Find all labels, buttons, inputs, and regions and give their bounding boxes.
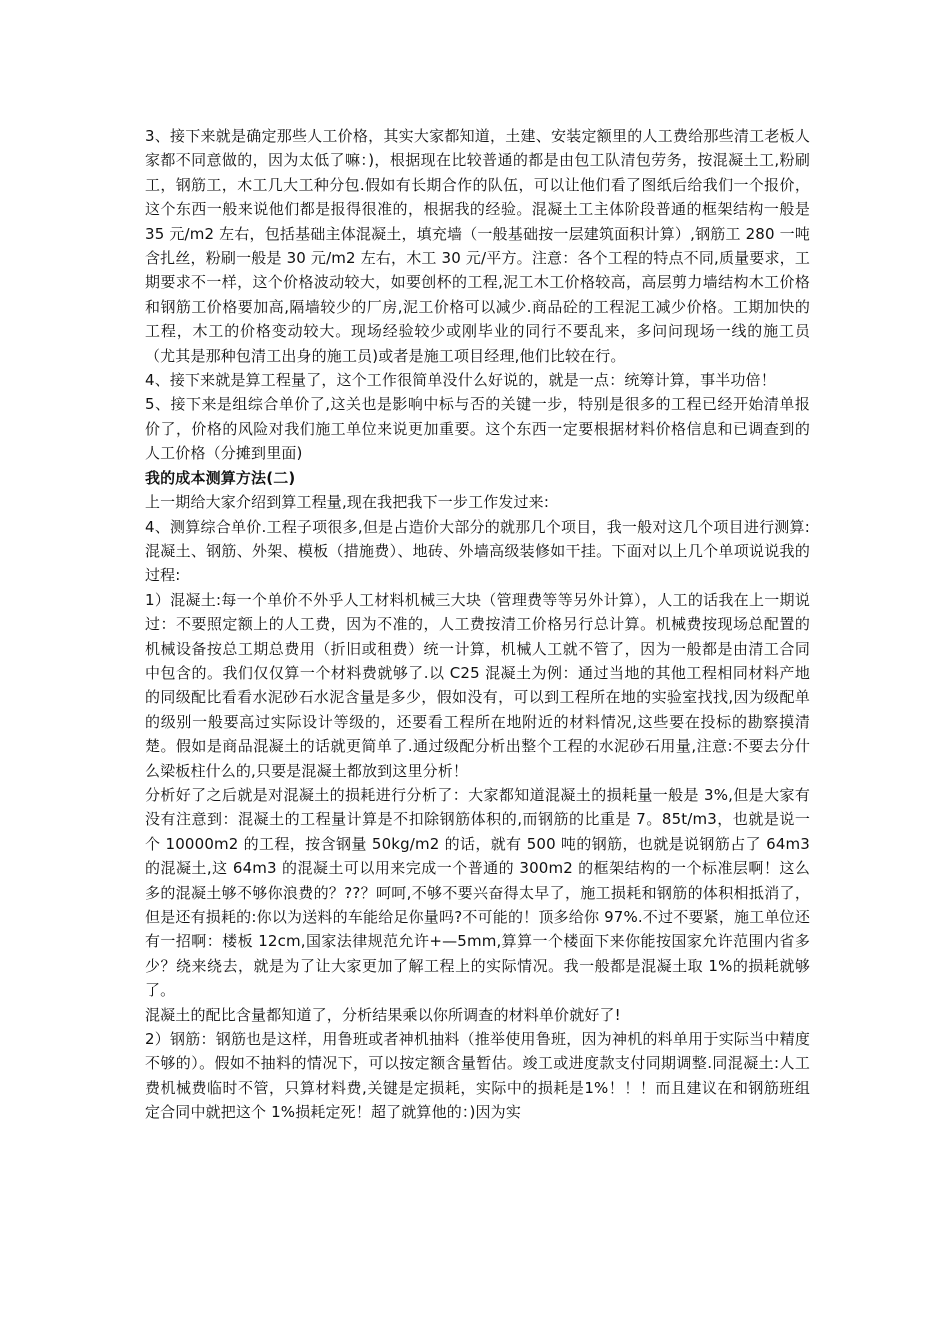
paragraph-labor-price: 3、接下来就是确定那些人工价格，其实大家都知道，土建、安装定额里的人工费给那些清工老板人家都不同意做的，因为太低了嘛：)，根据现在比较普通的都是由包工队清包劳务，按混凝土工,粉刷工，钢筋工，木工几大工种分包.假如有长期合作的队伍，可以让他们看了图纸后给我们一个报价，这个东西一般来说他们都是报得很准的，根据我的经验。混凝土工主体阶段普通的框架结构一般是 35 元/m2 左右，包括基础主体混凝土，填充墙（一般基础按一层建筑面积计算）,钢筋工 280 一吨含扎丝，粉刷一般是 30 元/m2 左右，木工 30 元/平方。注意：各个工程的特点不同,质量要求，工期要求不一样，这个价格波动较大，如要创杯的工程,泥工木工价格较高，高层剪力墙结构木工价格和钢筋工价格要加高,隔墙较少的厂房,泥工价格可以减少.商品砼的工程泥工减少价格。工期加快的工程，木工的价格变动较大。现场经验较少或刚毕业的同行不要乱来，多问问现场一线的施工员（尤其是那种包清工出身的施工员)或者是施工项目经理,他们比较在行。 <box>145 127 810 365</box>
paragraph-intro: 上一期给大家介绍到算工程量,现在我把我下一步工作发过来: <box>145 493 550 512</box>
section-heading: 我的成本测算方法(二) <box>145 468 296 487</box>
paragraph-concrete: 1）混凝土:每一个单价不外乎人工材料机械三大块（管理费等等另外计算），人工的话我在上一期说过：不要照定额上的人工费，因为不准的，人工费按清工价格另行总计算。机械费按现场总配置的机械设备按总工期总费用（折旧或租费）统一计算，机械人工就不管了，因为一般都是由清工合同中包含的。我们仅仅算一个材料费就够了.以 C25 混凝土为例：通过当地的其他工程相同材料产地的同级配比看看水泥砂石水泥含量是多少，假如没有，可以到工程所在地的实验室找找,因为级配单的级别一般要高过实际设计等级的，还要看工程所在地附近的材料情况,这些要在投标的勘察摸清楚。假如是商品混凝土的话就更简单了.通过级配分析出整个工程的水泥砂石用量,注意:不要去分什么梁板柱什么的,只要是混凝土都放到这里分析！ <box>145 590 810 780</box>
paragraph-composite-price: 4、测算综合单价.工程子项很多,但是占造价大部分的就那几个项目，我一般对这几个项目进行测算:混凝土、钢筋、外架、模板（措施费）、地砖、外墙高级装修如干挂。下面对以上几个单项说说我的过程: <box>145 517 810 585</box>
document-body <box>145 124 810 1125</box>
paragraph-quantity: 4、接下来就是算工程量了，这个工作很简单没什么好说的，就是一点：统筹计算，事半功倍！ <box>145 371 776 390</box>
paragraph-concrete-result: 混凝土的配比含量都知道了，分析结果乘以你所调查的材料单价就好了! <box>145 1005 621 1024</box>
paragraph-rebar: 2）钢筋：钢筋也是这样，用鲁班或者神机抽料（推举使用鲁班，因为神机的料单用于实际当中精度不够的）。假如不抽料的情况下，可以按定额含量暂估。竣工或进度款支付同期调整.同混凝土:人工费机械费临时不管，只算材料费,关键是定损耗，实际中的损耗是1%！！！而且建议在和钢筋班组定合同中就把这个 1%损耗定死！超了就算他的：)因为实 <box>145 1030 810 1122</box>
paragraph-unit-price: 5、接下来是组综合单价了,这关也是影响中标与否的关键一步，特别是很多的工程已经开始清单报价了，价格的风险对我们施工单位来说更加重要。这个东西一定要根据材料价格信息和已调查到的人工价格（分摊到里面) <box>145 395 810 463</box>
paragraph-concrete-loss: 分析好了之后就是对混凝土的损耗进行分析了：大家都知道混凝土的损耗量一般是 3%,但是大家有没有注意到：混凝土的工程量计算是不扣除钢筋体积的,而钢筋的比重是 7。85t/m3，也就是说一个 10000m2 的工程，按含钢量 50kg/m2 的话，就有 500 吨的钢筋，也就是说钢筋占了 64m3 的混凝土,这 64m3 的混凝土可以用来完成一个普通的 300m2 的框架结构的一个标准层啊！这么多的混凝土够不够你浪费的？??？呵呵,不够不要兴奋得太早了，施工损耗和钢筋的体积相抵消了，但是还有损耗的:你以为送料的车能给足你量吗?不可能的！顶多给你 97%.不过不要紧，施工单位还有一招啊：楼板 12cm,国家法律规范允许+—5mm,算算一个楼面下来你能按国家允许范围内省多少？绕来绕去，就是为了让大家更加了解工程上的实际情况。我一般都是混凝土取 1%的损耗就够了。 <box>145 785 810 1000</box>
